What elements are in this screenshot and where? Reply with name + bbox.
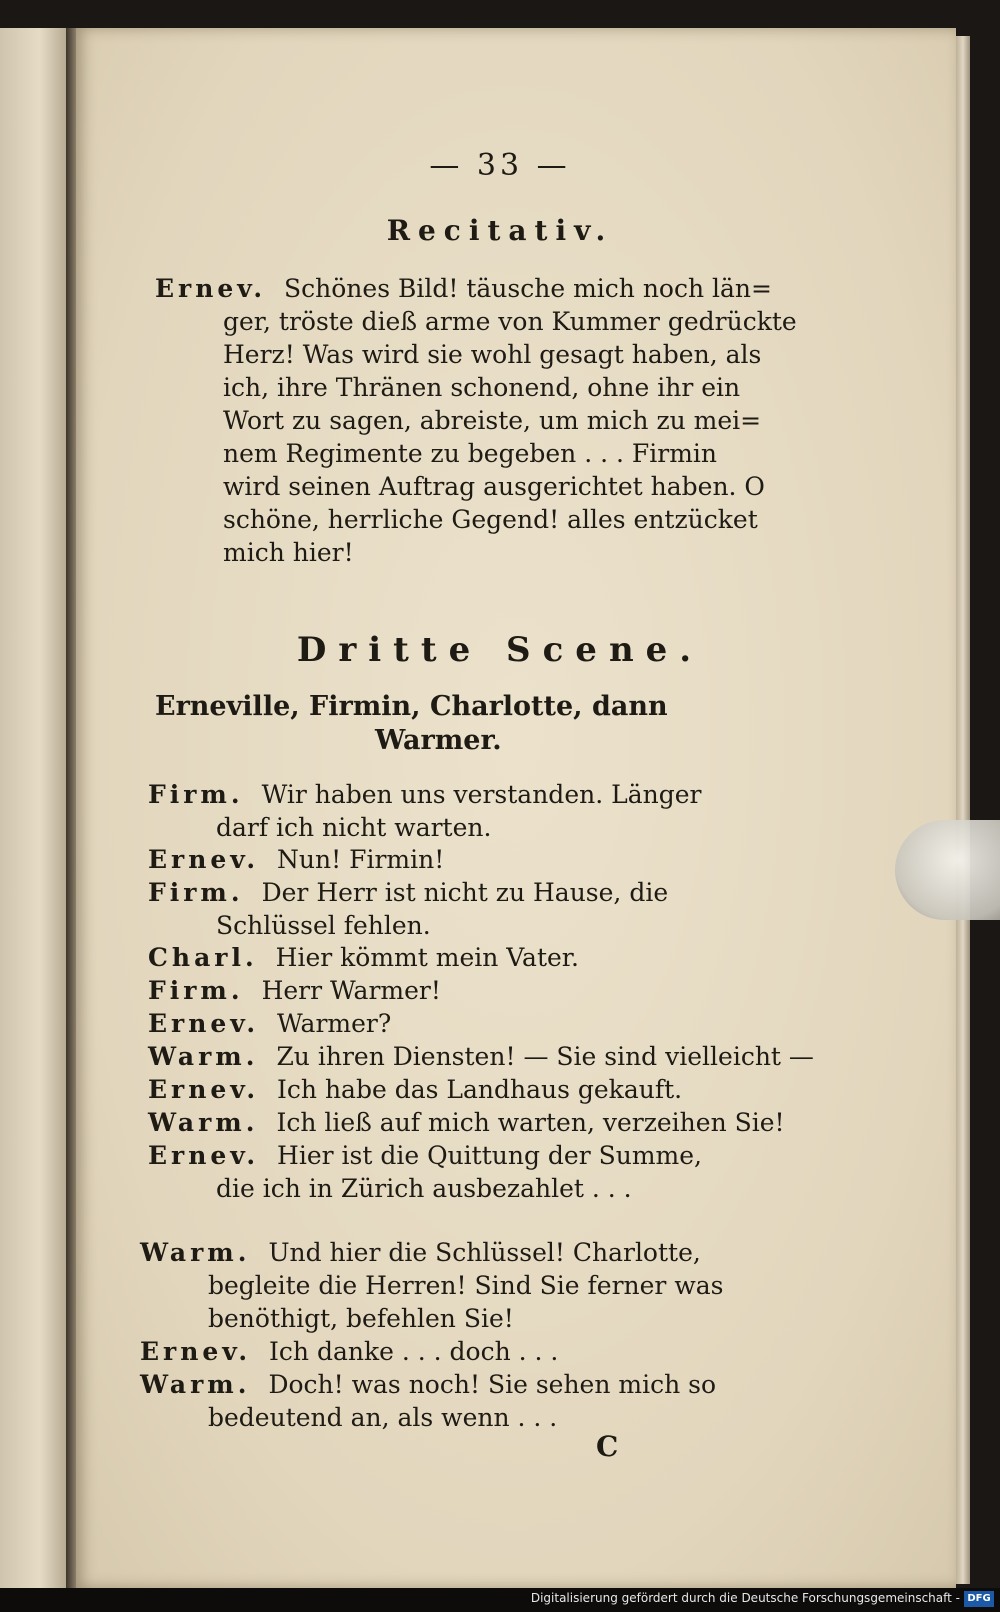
dialogue-line: [148, 1139, 702, 1205]
dialogue-line: [140, 1236, 723, 1335]
text-line: benöthigt, befehlen Sie!: [208, 1304, 514, 1333]
speaker-name: Ernev.: [148, 845, 260, 874]
text-line: Hier ist die Quittung der Summe,: [277, 1141, 702, 1170]
speaker-name: Ernev.: [140, 1337, 252, 1366]
text-line: mich hier!: [223, 538, 354, 567]
speaker-name: Ernev.: [155, 274, 267, 303]
scene-title: Dritte Scene.: [296, 630, 704, 670]
dialogue-line: [148, 778, 701, 844]
speaker-name: Warm.: [140, 1370, 251, 1399]
cast-line: Warmer.: [375, 725, 502, 756]
speaker-name: Ernev.: [148, 1141, 260, 1170]
text-line: Herz! Was wird sie wohl gesagt haben, als: [223, 340, 762, 369]
text-line: Herr Warmer!: [261, 976, 441, 1005]
footer-credit: Digitalisierung gefördert durch die Deutsche Forschungsgemeinschaft -: [530, 1591, 960, 1605]
text-line: Doch! was noch! Sie sehen mich so: [268, 1370, 717, 1399]
dialogue-line: [148, 1106, 785, 1139]
speaker-name: Warm.: [148, 1042, 259, 1071]
page-number: — 33 —: [429, 148, 571, 183]
text-line: Warmer?: [277, 1009, 392, 1038]
text-line: Schönes Bild! täusche mich noch län=: [284, 274, 772, 303]
speaker-name: Warm.: [148, 1108, 259, 1137]
text-line: ich, ihre Thränen schonend, ohne ihr ein: [223, 373, 741, 402]
speaker-name: Firm.: [148, 780, 244, 809]
text-line: ger, tröste dieß arme von Kummer gedrückte: [223, 307, 797, 336]
text-line: Zu ihren Diensten! — Sie sind vielleicht —: [276, 1042, 814, 1071]
speaker-name: Firm.: [148, 976, 244, 1005]
text-line: Wort zu sagen, abreiste, um mich zu mei=: [223, 406, 762, 435]
dialogue-line: [148, 1007, 391, 1040]
speaker-name: Ernev.: [148, 1009, 260, 1038]
dialogue-line: [148, 941, 579, 974]
dialogue-line: [148, 1073, 682, 1106]
speaker-name: Firm.: [148, 878, 244, 907]
speaker-name: Charl.: [148, 943, 258, 972]
speaker-name: Ernev.: [148, 1075, 260, 1104]
signature-mark: C: [596, 1430, 619, 1463]
text-line: wird seinen Auftrag ausgerichtet haben. O: [223, 472, 765, 501]
text-line: Ich ließ auf mich warten, verzeihen Sie!: [276, 1108, 785, 1137]
dfg-logo-icon: DFG: [964, 1591, 994, 1607]
speaker-name: Warm.: [140, 1238, 251, 1267]
text-line: Und hier die Schlüssel! Charlotte,: [268, 1238, 701, 1267]
text-line: Ich danke . . . doch . . .: [269, 1337, 559, 1366]
text-line: Nun! Firmin!: [277, 845, 445, 874]
text-line: darf ich nicht warten.: [216, 813, 492, 842]
dialogue-line: [140, 1368, 716, 1434]
dialogue-line: [140, 1335, 558, 1368]
text-line: Ich habe das Landhaus gekauft.: [277, 1075, 683, 1104]
cast-list: [155, 690, 835, 758]
text-line: die ich in Zürich ausbezahlet . . .: [216, 1174, 632, 1203]
text-line: Hier kömmt mein Vater.: [275, 943, 579, 972]
text-line: Wir haben uns verstanden. Länger: [261, 780, 702, 809]
recitativ-heading: Recitativ.: [386, 214, 614, 247]
dialogue-line: [148, 974, 441, 1007]
text-line: schöne, herrliche Gegend! alles entzücket: [223, 505, 758, 534]
recitativ-block: [155, 272, 797, 569]
dialogue-line: [148, 843, 444, 876]
dialogue-line: [148, 876, 668, 942]
text-line: Schlüssel fehlen.: [216, 911, 431, 940]
dialogue-line: [148, 1040, 814, 1073]
cast-line: Erneville, Firmin, Charlotte, dann: [155, 691, 668, 722]
text-line: Der Herr ist nicht zu Hause, die: [261, 878, 669, 907]
text-line: begleite die Herren! Sind Sie ferner was: [208, 1271, 724, 1300]
text-line: nem Regimente zu begeben . . . Firmin: [223, 439, 717, 468]
recitativ-first-line: [155, 272, 797, 305]
text-line: bedeutend an, als wenn . . .: [208, 1403, 558, 1432]
